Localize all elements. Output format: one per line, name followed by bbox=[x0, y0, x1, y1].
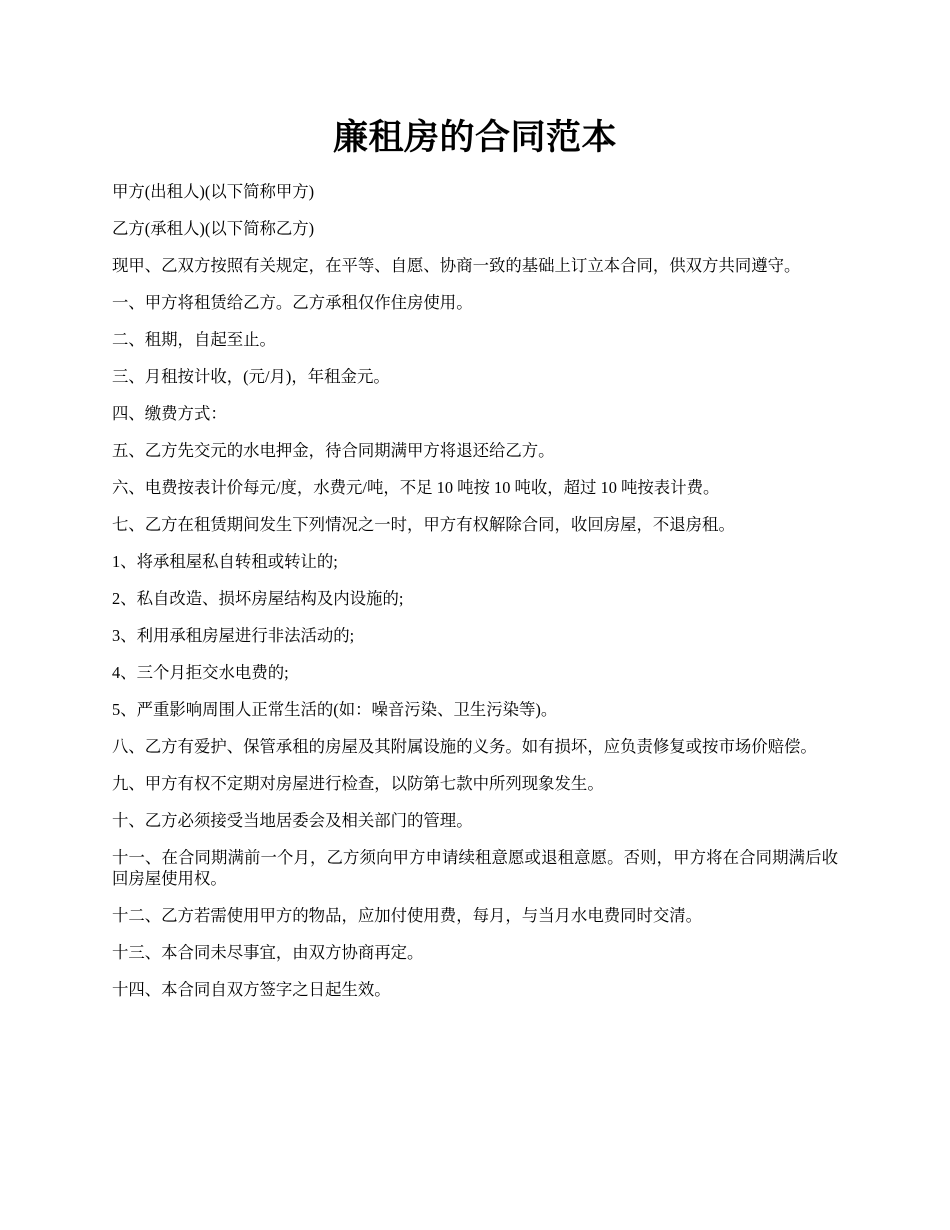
party-a-line: 甲方(出租人)(以下简称甲方) bbox=[112, 182, 315, 201]
clause-7-item-2: 2、私自改造、损坏房屋结构及内设施的; bbox=[112, 589, 404, 608]
clause-9: 九、甲方有权不定期对房屋进行检查，以防第七款中所列现象发生。 bbox=[112, 774, 604, 793]
clause-2: 二、租期，自起至止。 bbox=[112, 330, 276, 349]
clause-7-item-5: 5、严重影响周围人正常生活的(如：噪音污染、卫生污染等)。 bbox=[112, 700, 558, 719]
clause-11: 十一、在合同期满前一个月，乙方须向甲方申请续租意愿或退租意愿。否则，甲方将在合同期满后收回房屋使用权。 bbox=[112, 848, 838, 888]
clause-10: 十、乙方必须接受当地居委会及相关部门的管理。 bbox=[112, 811, 473, 830]
clause-3: 三、月租按计收，(元/月)，年租金元。 bbox=[112, 367, 390, 386]
clause-1: 一、甲方将租赁给乙方。乙方承租仅作住房使用。 bbox=[112, 293, 473, 312]
party-b-line: 乙方(承租人)(以下简称乙方) bbox=[112, 219, 315, 238]
clause-8: 八、乙方有爱护、保管承租的房屋及其附属设施的义务。如有损坏，应负责修复或按市场价赔偿。 bbox=[112, 737, 817, 756]
clause-6: 六、电费按表计价每元/度，水费元/吨，不足 10 吨按 10 吨收，超过 10 吨按表计费。 bbox=[112, 478, 720, 497]
clause-7-item-3: 3、利用承租房屋进行非法活动的; bbox=[112, 626, 355, 645]
clause-7-item-4: 4、三个月拒交水电费的; bbox=[112, 663, 289, 682]
clause-12: 十二、乙方若需使用甲方的物品，应加付使用费，每月，与当月水电费同时交清。 bbox=[112, 906, 703, 925]
clause-7: 七、乙方在租赁期间发生下列情况之一时，甲方有权解除合同，收回房屋，不退房租。 bbox=[112, 515, 735, 534]
clause-7-item-1: 1、将承租屋私自转租或转让的; bbox=[112, 552, 338, 571]
clause-14: 十四、本合同自双方签字之日起生效。 bbox=[112, 980, 391, 999]
clause-4: 四、缴费方式： bbox=[112, 404, 227, 423]
clause-5: 五、乙方先交元的水电押金，待合同期满甲方将退还给乙方。 bbox=[112, 441, 555, 460]
preamble-paragraph: 现甲、乙双方按照有关规定，在平等、自愿、协商一致的基础上订立本合同，供双方共同遵守。 bbox=[112, 256, 801, 275]
clause-13: 十三、本合同未尽事宜，由双方协商再定。 bbox=[112, 943, 424, 962]
document-title: 廉租房的合同范本 bbox=[332, 118, 617, 157]
